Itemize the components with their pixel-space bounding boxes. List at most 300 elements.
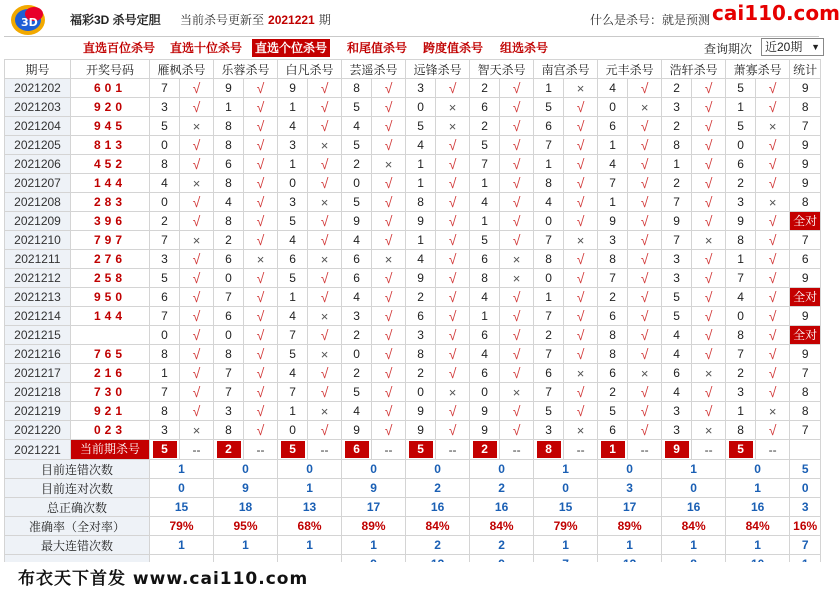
- result-mark-cell: [244, 79, 278, 98]
- result-mark-cell: [628, 383, 662, 402]
- kill-number: 0: [289, 176, 296, 190]
- table-row: [5, 402, 821, 421]
- draw-number-cell: 216: [71, 364, 150, 383]
- stat-cell: [790, 117, 821, 136]
- summary-value: 1: [662, 536, 726, 555]
- kill-number-cell: [278, 155, 308, 174]
- result-mark-cell: [308, 174, 342, 193]
- kill-number: 4: [673, 385, 680, 399]
- kill-number-cell: [598, 421, 628, 440]
- result-mark-cell: [628, 288, 662, 307]
- result-mark-cell: [436, 288, 470, 307]
- kill-number: 1: [225, 100, 232, 114]
- kill-number: 4: [353, 119, 360, 133]
- page-header: [0, 0, 840, 38]
- period-cell: 2021212: [5, 269, 71, 288]
- kill-number: 8: [609, 347, 616, 361]
- kill-number: 9: [481, 404, 488, 418]
- check-icon: √: [256, 194, 265, 210]
- cross-icon: ×: [192, 422, 201, 438]
- kill-number-cell: [470, 117, 500, 136]
- kill-number: 1: [417, 157, 424, 171]
- result-mark-cell: [436, 174, 470, 193]
- check-icon: √: [768, 327, 777, 343]
- kill-number: 3: [289, 195, 296, 209]
- check-icon: √: [320, 384, 329, 400]
- kill-number-cell: [534, 98, 564, 117]
- kill-number-cell: [342, 98, 372, 117]
- table-row: [5, 288, 821, 307]
- kill-number-cell: [726, 98, 756, 117]
- kill-number: 9: [225, 81, 232, 95]
- check-icon: √: [704, 99, 713, 115]
- result-mark-cell: [180, 402, 214, 421]
- summary-value: 15: [534, 498, 598, 517]
- summary-value: 7: [790, 536, 821, 555]
- kill-number: 3: [417, 81, 424, 95]
- kill-number: 8: [161, 347, 168, 361]
- kill-number-cell: [470, 79, 500, 98]
- result-mark-cell: [244, 174, 278, 193]
- result-mark-cell: [244, 288, 278, 307]
- table-row: [5, 421, 821, 440]
- kill-number-cell: [598, 231, 628, 250]
- result-mark-cell: [180, 98, 214, 117]
- kill-number-cell: [470, 288, 500, 307]
- result-mark-cell: [628, 250, 662, 269]
- all-correct-badge: 全对: [790, 212, 820, 230]
- kill-number-cell: [726, 79, 756, 98]
- summary-value: 1: [150, 460, 214, 479]
- stat-count: 9: [801, 81, 809, 95]
- kill-number-cell: [470, 269, 500, 288]
- result-mark-cell: [564, 345, 598, 364]
- check-icon: √: [768, 289, 777, 305]
- current-kill-number: 2: [473, 441, 497, 458]
- table-row: [5, 136, 821, 155]
- kill-number: 1: [673, 157, 680, 171]
- kill-number-cell: [662, 117, 692, 136]
- draw-number-cell: 765: [71, 345, 150, 364]
- kill-number: 7: [545, 233, 552, 247]
- all-correct-badge: 全对: [790, 288, 820, 306]
- kill-number-cell: [470, 421, 500, 440]
- cross-icon: ×: [640, 365, 649, 381]
- result-mark-cell: [756, 307, 790, 326]
- result-mark-cell: [628, 174, 662, 193]
- period-cell: 2021213: [5, 288, 71, 307]
- check-icon: √: [384, 346, 393, 362]
- kill-number-cell: [726, 307, 756, 326]
- kill-number: 5: [481, 138, 488, 152]
- table-row: [5, 269, 821, 288]
- kill-table-container: [4, 59, 820, 574]
- kill-number: 5: [289, 347, 296, 361]
- kill-number: 0: [545, 214, 552, 228]
- kill-number: 5: [353, 100, 360, 114]
- result-mark-cell: [628, 345, 662, 364]
- result-mark-cell: [372, 421, 406, 440]
- kill-number-cell: [598, 250, 628, 269]
- stat-count: 7: [801, 233, 809, 247]
- result-mark-cell: [756, 364, 790, 383]
- result-mark-cell: [436, 345, 470, 364]
- check-icon: √: [768, 156, 777, 172]
- check-icon: √: [640, 232, 649, 248]
- check-icon: √: [704, 403, 713, 419]
- stat-count: 9: [801, 271, 809, 285]
- result-mark-cell: [180, 79, 214, 98]
- kill-number-cell: [470, 155, 500, 174]
- check-icon: √: [640, 289, 649, 305]
- kill-number: 4: [289, 309, 296, 323]
- kill-number: 0: [481, 385, 488, 399]
- period-cell: 2021208: [5, 193, 71, 212]
- check-icon: √: [192, 270, 201, 286]
- check-icon: √: [384, 365, 393, 381]
- check-icon: √: [448, 289, 457, 305]
- result-mark-cell: [180, 193, 214, 212]
- kill-number-cell: [214, 155, 244, 174]
- result-mark-cell: [756, 212, 790, 231]
- result-mark-cell: [436, 117, 470, 136]
- check-icon: √: [320, 422, 329, 438]
- check-icon: √: [704, 118, 713, 134]
- kill-number: 2: [609, 385, 616, 399]
- cross-icon: ×: [576, 422, 585, 438]
- kill-number: 3: [673, 404, 680, 418]
- kill-number-cell: [662, 193, 692, 212]
- kill-number-cell: [406, 79, 436, 98]
- cross-icon: ×: [448, 99, 457, 115]
- result-mark-cell: [436, 383, 470, 402]
- kill-number-cell: [534, 421, 564, 440]
- result-mark-cell: [372, 193, 406, 212]
- result-mark-cell: [692, 136, 726, 155]
- result-mark-cell: [500, 364, 534, 383]
- kill-number: 5: [737, 81, 744, 95]
- kill-number: 3: [161, 423, 168, 437]
- cross-icon: ×: [320, 308, 329, 324]
- summary-value: 0: [726, 460, 790, 479]
- check-icon: √: [576, 327, 585, 343]
- column-header: 期号: [5, 60, 71, 79]
- kill-number: 6: [481, 100, 488, 114]
- result-mark-cell: [436, 98, 470, 117]
- cross-icon: ×: [512, 251, 521, 267]
- check-icon: √: [448, 232, 457, 248]
- kill-number-cell: [406, 402, 436, 421]
- check-icon: √: [320, 156, 329, 172]
- kill-number-cell: [150, 345, 180, 364]
- kill-number-cell: [342, 307, 372, 326]
- tab-tens-kill[interactable]: 直选十位杀号: [170, 41, 243, 55]
- check-icon: √: [256, 156, 265, 172]
- kill-number-cell: [598, 212, 628, 231]
- result-mark-cell: [308, 250, 342, 269]
- result-mark-cell: [308, 269, 342, 288]
- kill-number-cell: [214, 307, 244, 326]
- result-mark-cell: [180, 250, 214, 269]
- kill-number: 1: [737, 100, 744, 114]
- kill-number: 8: [673, 138, 680, 152]
- kill-number-cell: [470, 326, 500, 345]
- check-icon: √: [768, 213, 777, 229]
- check-icon: √: [512, 156, 521, 172]
- kill-number: 0: [161, 138, 168, 152]
- result-mark-cell: [564, 326, 598, 345]
- result-mark-cell: [628, 79, 662, 98]
- column-header: 智天杀号: [470, 60, 534, 79]
- kill-number: 4: [609, 157, 616, 171]
- query-period-select[interactable]: 近20期 ▼: [761, 38, 824, 56]
- current-kill-cell: [342, 440, 372, 460]
- result-mark-cell: [692, 307, 726, 326]
- kill-number: 4: [289, 119, 296, 133]
- stat-cell: [790, 307, 821, 326]
- kill-number: 2: [545, 328, 552, 342]
- check-icon: √: [384, 289, 393, 305]
- stat-cell: [790, 174, 821, 193]
- pending-dash: --: [320, 442, 329, 457]
- kill-number-cell: [470, 193, 500, 212]
- kill-number: 1: [481, 214, 488, 228]
- check-icon: √: [640, 384, 649, 400]
- kill-number: 2: [225, 233, 232, 247]
- kill-number: 9: [417, 271, 424, 285]
- check-icon: √: [256, 365, 265, 381]
- summary-value: 2: [406, 479, 470, 498]
- kill-number-cell: [214, 212, 244, 231]
- summary-value: 0: [150, 479, 214, 498]
- kill-number: 8: [225, 138, 232, 152]
- cross-icon: ×: [512, 270, 521, 286]
- check-icon: √: [640, 308, 649, 324]
- kill-number-cell: [342, 136, 372, 155]
- check-icon: √: [256, 403, 265, 419]
- check-icon: √: [320, 175, 329, 191]
- cross-icon: ×: [704, 232, 713, 248]
- kill-number-cell: [534, 79, 564, 98]
- summary-value: 1: [662, 460, 726, 479]
- kill-number-cell: [406, 250, 436, 269]
- kill-number: 2: [673, 176, 680, 190]
- kill-number: 8: [225, 214, 232, 228]
- current-kill-label-cell: [71, 440, 150, 460]
- kill-number: 6: [353, 252, 360, 266]
- summary-value: 0: [470, 460, 534, 479]
- draw-number-cell: 730: [71, 383, 150, 402]
- tab-sum-tail-kill[interactable]: 和尾值杀号: [347, 41, 408, 55]
- result-mark-cell: [692, 250, 726, 269]
- cross-icon: ×: [320, 194, 329, 210]
- cross-icon: ×: [320, 251, 329, 267]
- kill-number: 0: [353, 176, 360, 190]
- result-mark-cell: [692, 269, 726, 288]
- summary-value: 1: [534, 536, 598, 555]
- kill-number-cell: [214, 98, 244, 117]
- check-icon: √: [320, 270, 329, 286]
- summary-value: 89%: [598, 517, 662, 536]
- lottery-ball-logo-icon: [4, 2, 64, 36]
- result-mark-cell: [628, 117, 662, 136]
- summary-label: 总正确次数: [5, 498, 150, 517]
- result-mark-cell: [756, 402, 790, 421]
- kill-number-cell: [278, 307, 308, 326]
- result-mark-cell: [308, 193, 342, 212]
- kill-number-cell: [534, 269, 564, 288]
- result-mark-cell: [500, 250, 534, 269]
- tab-group-kill[interactable]: 组选杀号: [500, 41, 549, 55]
- current-kill-cell: [726, 440, 756, 460]
- result-mark-cell: [436, 136, 470, 155]
- kill-number: 6: [673, 366, 680, 380]
- kill-number: 8: [225, 423, 232, 437]
- stat-count: 9: [801, 309, 809, 323]
- kill-number-cell: [406, 174, 436, 193]
- kill-number: 2: [481, 119, 488, 133]
- table-row: [5, 193, 821, 212]
- check-icon: √: [256, 327, 265, 343]
- check-icon: √: [512, 346, 521, 362]
- pending-dash: --: [704, 442, 713, 457]
- result-mark-cell: [244, 250, 278, 269]
- kill-number-cell: [214, 117, 244, 136]
- kill-number-cell: [534, 402, 564, 421]
- kill-number: 2: [673, 119, 680, 133]
- kill-number-cell: [214, 269, 244, 288]
- kill-number-cell: [662, 79, 692, 98]
- column-header: 开奖号码: [71, 60, 150, 79]
- result-mark-cell: [372, 307, 406, 326]
- kill-number: 9: [353, 423, 360, 437]
- kill-number-cell: [726, 345, 756, 364]
- result-mark-cell: [692, 288, 726, 307]
- tab-hundreds-kill[interactable]: 直选百位杀号: [83, 41, 156, 55]
- site-logo: cai110.com: [712, 1, 840, 25]
- result-mark-cell: [756, 117, 790, 136]
- kill-number-cell: [534, 136, 564, 155]
- draw-number-cell: 452: [71, 155, 150, 174]
- kill-number-cell: [726, 364, 756, 383]
- result-mark-cell: [436, 421, 470, 440]
- stat-cell: [790, 383, 821, 402]
- kill-number: 7: [481, 157, 488, 171]
- chevron-down-icon: ▼: [811, 42, 820, 52]
- check-icon: √: [704, 213, 713, 229]
- summary-value: 2: [406, 536, 470, 555]
- summary-value: 1: [150, 536, 214, 555]
- kill-number: 8: [609, 328, 616, 342]
- check-icon: √: [192, 213, 201, 229]
- result-mark-cell: [244, 326, 278, 345]
- summary-value: 0: [342, 460, 406, 479]
- kill-number-cell: [662, 250, 692, 269]
- pending-mark-cell: [692, 440, 726, 460]
- check-icon: √: [192, 156, 201, 172]
- result-mark-cell: [180, 383, 214, 402]
- kill-number: 2: [353, 328, 360, 342]
- stat-count: 6: [801, 252, 809, 266]
- draw-number-cell: 144: [71, 307, 150, 326]
- check-icon: √: [640, 137, 649, 153]
- draw-number-cell: 945: [71, 117, 150, 136]
- kill-number: 4: [545, 195, 552, 209]
- result-mark-cell: [500, 383, 534, 402]
- kill-number-cell: [342, 269, 372, 288]
- result-mark-cell: [564, 136, 598, 155]
- kill-number-cell: [278, 212, 308, 231]
- tab-span-kill[interactable]: 跨度值杀号: [423, 41, 484, 55]
- kill-number: 5: [673, 309, 680, 323]
- cross-icon: ×: [448, 118, 457, 134]
- current-kill-cell: [662, 440, 692, 460]
- cross-icon: ×: [192, 118, 201, 134]
- check-icon: √: [704, 327, 713, 343]
- kill-number: 5: [161, 271, 168, 285]
- check-icon: √: [576, 213, 585, 229]
- check-icon: √: [320, 327, 329, 343]
- cross-icon: ×: [384, 251, 393, 267]
- kill-number-cell: [598, 174, 628, 193]
- what-is-kill-link[interactable]: 什么是杀号：就是预测: [590, 13, 711, 27]
- kill-number-cell: [598, 98, 628, 117]
- pending-dash: --: [576, 442, 585, 457]
- check-icon: √: [256, 118, 265, 134]
- check-icon: √: [768, 365, 777, 381]
- table-row: [5, 174, 821, 193]
- pending-dash: --: [768, 442, 777, 457]
- kill-number: 3: [737, 195, 744, 209]
- result-mark-cell: [436, 155, 470, 174]
- result-mark-cell: [564, 269, 598, 288]
- kill-number-cell: [598, 364, 628, 383]
- tab-units-kill[interactable]: 直选个位杀号: [252, 39, 330, 57]
- pending-mark-cell: [308, 440, 342, 460]
- column-header: 芸遥杀号: [342, 60, 406, 79]
- summary-value: 84%: [662, 517, 726, 536]
- result-mark-cell: [372, 117, 406, 136]
- result-mark-cell: [500, 421, 534, 440]
- result-mark-cell: [372, 402, 406, 421]
- kill-number-cell: [470, 250, 500, 269]
- kill-number: 6: [225, 309, 232, 323]
- check-icon: √: [256, 80, 265, 96]
- kill-table: [4, 59, 821, 574]
- summary-value: 17: [342, 498, 406, 517]
- period-cell: 2021221: [5, 440, 71, 460]
- kill-number: 6: [481, 366, 488, 380]
- summary-label: 目前连错次数: [5, 460, 150, 479]
- kill-number-cell: [278, 383, 308, 402]
- kill-number-cell: [470, 212, 500, 231]
- check-icon: √: [704, 270, 713, 286]
- check-icon: √: [192, 384, 201, 400]
- kill-number-cell: [726, 136, 756, 155]
- check-icon: √: [576, 289, 585, 305]
- result-mark-cell: [308, 307, 342, 326]
- result-mark-cell: [244, 136, 278, 155]
- check-icon: √: [768, 137, 777, 153]
- result-mark-cell: [180, 231, 214, 250]
- check-icon: √: [192, 80, 201, 96]
- kill-number-cell: [150, 326, 180, 345]
- kill-number-cell: [278, 117, 308, 136]
- kill-number: 6: [609, 309, 616, 323]
- kill-number: 8: [225, 347, 232, 361]
- kill-number-cell: [726, 212, 756, 231]
- kill-number-cell: [342, 345, 372, 364]
